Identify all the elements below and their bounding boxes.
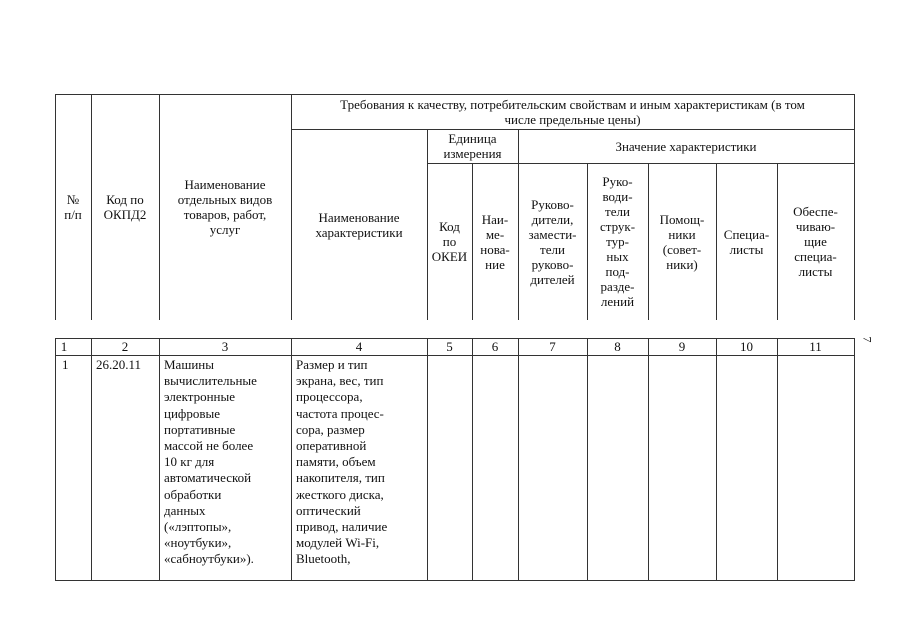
header-value-group: Значение характеристики bbox=[615, 138, 757, 154]
header-col-okpd2: Код по ОКПД2 bbox=[103, 192, 147, 222]
body-table bbox=[55, 338, 854, 581]
header-col-number: № п/п bbox=[64, 192, 82, 222]
header-value-managers: Руково- дители, замести- тели руково- дителей bbox=[528, 196, 577, 287]
column-number: 11 bbox=[809, 338, 822, 354]
header-unit-name: Наи- ме- нова- ние bbox=[480, 211, 510, 272]
row-number: 1 bbox=[62, 357, 69, 372]
column-number: 4 bbox=[355, 338, 363, 354]
header-value-support-specialists: Обеспе- чиваю- щие специа- листы bbox=[793, 204, 838, 279]
column-number: 1 bbox=[60, 338, 68, 354]
column-number: 9 bbox=[678, 338, 686, 354]
column-number: 8 bbox=[614, 338, 621, 354]
column-number: 3 bbox=[221, 338, 229, 354]
header-table bbox=[55, 94, 854, 320]
page-number: 7 bbox=[860, 336, 875, 343]
header-unit-group: Единица измерения bbox=[443, 131, 502, 161]
row-product-name: Машины вычислительные электронные цифровые портативные массой не более 10 кг для автоматической обработки данных («лэптопы», «ноутбуки», «сабноутбуки»). bbox=[164, 357, 257, 567]
column-number: 6 bbox=[491, 338, 499, 354]
row-okpd2-code: 26.20.11 bbox=[96, 357, 142, 372]
column-number: 10 bbox=[740, 338, 753, 354]
column-number: 5 bbox=[446, 338, 453, 354]
row-characteristics: Размер и тип экрана, вес, тип процессора, частота процес- сора, размер оперативной памяти, объем накопителя, тип жесткого диска, оптический привод, наличие модулей Wi-Fi, Bluetooth, bbox=[296, 357, 388, 567]
column-number: 2 bbox=[121, 338, 129, 354]
header-col-name: Наименование отдельных видов товаров, работ, услуг bbox=[177, 177, 273, 237]
header-value-assistants: Помощ- ники (совет- ники) bbox=[659, 211, 705, 272]
header-value-unit-heads: Руко- води- тели струк- тур- ных под- разде- лений bbox=[599, 174, 636, 309]
header-characteristic-name: Наименование характеристики bbox=[315, 209, 403, 240]
header-requirements: Требования к качеству, потребительским свойствам и иным характеристикам (в том числе предельные цены) bbox=[340, 96, 805, 127]
column-number: 7 bbox=[549, 338, 556, 354]
header-unit-code: Код по ОКЕИ bbox=[431, 219, 468, 264]
header-value-specialists: Специа- листы bbox=[723, 226, 770, 257]
